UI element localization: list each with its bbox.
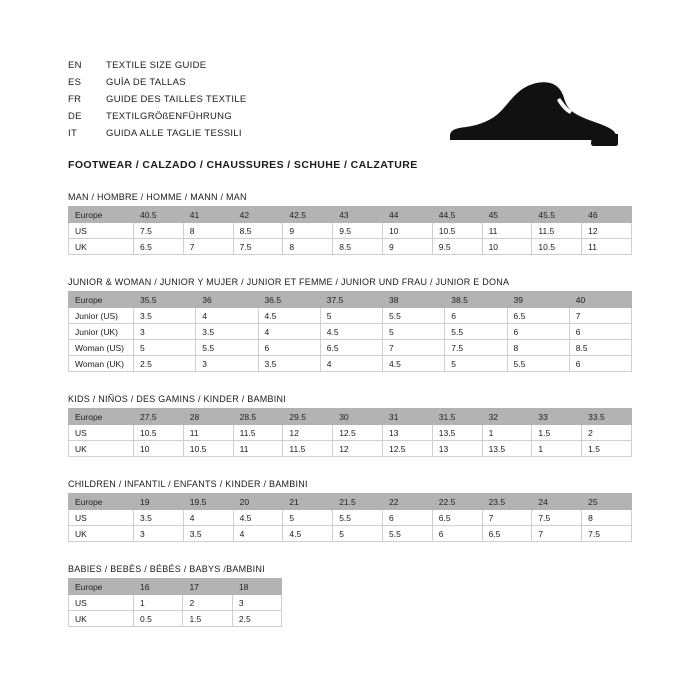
size-row-label: Europe <box>69 409 134 425</box>
size-cell: 38.5 <box>445 292 507 308</box>
size-cell: 3 <box>232 595 281 611</box>
size-row-label: Woman (UK) <box>69 356 134 372</box>
size-cell: 1.5 <box>183 611 232 627</box>
size-cell: 8 <box>283 239 333 255</box>
size-table-row <box>69 324 632 340</box>
size-cell: 46 <box>582 207 632 223</box>
size-cell: 6 <box>432 526 482 542</box>
size-cell: 5.5 <box>333 510 383 526</box>
size-cell: 1 <box>482 425 532 441</box>
size-cell: 1 <box>532 441 582 457</box>
size-cell: 4 <box>183 510 233 526</box>
size-cell: 10 <box>134 441 184 457</box>
language-title: GUIDE DES TAILLES TEXTILE <box>106 94 247 105</box>
size-cell: 27.5 <box>134 409 184 425</box>
size-cell: 2 <box>183 595 232 611</box>
size-cell: 21.5 <box>333 494 383 510</box>
size-cell: 25 <box>582 494 632 510</box>
size-cell: 3 <box>196 356 258 372</box>
size-table <box>68 578 282 627</box>
size-cell: 44.5 <box>432 207 482 223</box>
size-cell: 10.5 <box>532 239 582 255</box>
size-cell: 10 <box>482 239 532 255</box>
size-cell: 6 <box>569 356 631 372</box>
size-cell: 8 <box>507 340 569 356</box>
size-cell: 45 <box>482 207 532 223</box>
size-table <box>68 408 632 457</box>
size-cell: 3.5 <box>258 356 320 372</box>
language-code: IT <box>68 128 78 139</box>
size-cell: 12 <box>283 425 333 441</box>
size-cell: 7.5 <box>134 223 184 239</box>
size-table-title: JUNIOR & WOMAN / JUNIOR Y MUJER / JUNIOR ET FEMME / JUNIOR UND FRAU / JUNIOR E DONA <box>68 277 510 287</box>
size-cell: 3 <box>134 324 196 340</box>
size-table-header-row <box>69 207 632 223</box>
size-cell: 0.5 <box>134 611 183 627</box>
size-cell: 8 <box>582 510 632 526</box>
size-cell: 7 <box>183 239 233 255</box>
size-cell: 5.5 <box>383 308 445 324</box>
size-cell: 22.5 <box>432 494 482 510</box>
size-table-title: CHILDREN / INFANTIL / ENFANTS / KINDER / BAMBINI <box>68 479 308 489</box>
size-row-label: Europe <box>69 292 134 308</box>
size-table-block <box>68 277 632 372</box>
size-cell: 37.5 <box>320 292 382 308</box>
size-row-label: UK <box>69 611 134 627</box>
size-cell: 22 <box>382 494 432 510</box>
size-cell: 8 <box>183 223 233 239</box>
size-row-label: UK <box>69 441 134 457</box>
size-cell: 13.5 <box>482 441 532 457</box>
size-table-row <box>69 425 632 441</box>
size-table-header-row <box>69 292 632 308</box>
size-cell: 28 <box>183 409 233 425</box>
size-cell: 4 <box>233 526 283 542</box>
size-cell: 2 <box>582 425 632 441</box>
size-cell: 9.5 <box>432 239 482 255</box>
size-table-title: MAN / HOMBRE / HOMME / MANN / MAN <box>68 192 247 202</box>
size-cell: 42 <box>233 207 283 223</box>
size-table-row <box>69 308 632 324</box>
size-cell: 8.5 <box>233 223 283 239</box>
size-cell: 3.5 <box>134 510 184 526</box>
size-table-row <box>69 223 632 239</box>
size-cell: 4 <box>320 356 382 372</box>
dress-shoe-icon <box>442 74 622 154</box>
size-cell: 1 <box>134 595 183 611</box>
size-cell: 38 <box>383 292 445 308</box>
size-cell: 10 <box>382 223 432 239</box>
size-table-header-row <box>69 494 632 510</box>
size-cell: 32 <box>482 409 532 425</box>
size-cell: 10.5 <box>134 425 184 441</box>
size-table <box>68 291 632 372</box>
size-row-label: US <box>69 510 134 526</box>
size-cell: 5 <box>283 510 333 526</box>
size-cell: 7 <box>532 526 582 542</box>
size-table-row <box>69 526 632 542</box>
size-cell: 11.5 <box>283 441 333 457</box>
size-cell: 7 <box>383 340 445 356</box>
size-row-label: Europe <box>69 207 134 223</box>
size-table-block <box>68 394 632 457</box>
size-cell: 7.5 <box>445 340 507 356</box>
size-cell: 16 <box>134 579 183 595</box>
size-cell: 13 <box>382 425 432 441</box>
size-tables <box>68 192 632 627</box>
size-cell: 45.5 <box>532 207 582 223</box>
size-cell: 23.5 <box>482 494 532 510</box>
language-title: TEXTILE SIZE GUIDE <box>106 60 207 71</box>
size-cell: 11 <box>233 441 283 457</box>
language-code: ES <box>68 77 82 88</box>
size-row-label: US <box>69 595 134 611</box>
size-cell: 28.5 <box>233 409 283 425</box>
size-cell: 12 <box>333 441 383 457</box>
size-cell: 6 <box>569 324 631 340</box>
size-cell: 9 <box>283 223 333 239</box>
size-cell: 36.5 <box>258 292 320 308</box>
size-cell: 8.5 <box>333 239 383 255</box>
size-cell: 6.5 <box>507 308 569 324</box>
language-title: TEXTILGRÖßENFÜHRUNG <box>106 111 233 122</box>
size-row-label: UK <box>69 526 134 542</box>
language-code: DE <box>68 111 82 122</box>
size-table-title: BABIES / BEBÉS / BÉBÉS / BABYS /BAMBINI <box>68 564 265 574</box>
size-cell: 5 <box>445 356 507 372</box>
size-cell: 6.5 <box>320 340 382 356</box>
size-cell: 30 <box>333 409 383 425</box>
size-cell: 35.5 <box>134 292 196 308</box>
size-cell: 8.5 <box>569 340 631 356</box>
size-cell: 6.5 <box>134 239 184 255</box>
size-cell: 31 <box>382 409 432 425</box>
size-cell: 3.5 <box>134 308 196 324</box>
size-cell: 20 <box>233 494 283 510</box>
size-row-label: US <box>69 425 134 441</box>
size-cell: 19 <box>134 494 184 510</box>
size-cell: 9.5 <box>333 223 383 239</box>
size-table-row <box>69 441 632 457</box>
size-cell: 4.5 <box>258 308 320 324</box>
size-cell: 7.5 <box>532 510 582 526</box>
size-cell: 43 <box>333 207 383 223</box>
size-cell: 42.5 <box>283 207 333 223</box>
size-row-label: Woman (US) <box>69 340 134 356</box>
size-cell: 7.5 <box>582 526 632 542</box>
size-cell: 21 <box>283 494 333 510</box>
size-table-header-row <box>69 579 282 595</box>
size-cell: 39 <box>507 292 569 308</box>
size-cell: 4 <box>196 308 258 324</box>
size-cell: 1.5 <box>582 441 632 457</box>
size-cell: 5.5 <box>196 340 258 356</box>
size-row-label: Europe <box>69 494 134 510</box>
size-cell: 4.5 <box>283 526 333 542</box>
size-cell: 5.5 <box>382 526 432 542</box>
size-cell: 5 <box>134 340 196 356</box>
language-title: GUÍA DE TALLAS <box>106 77 186 88</box>
size-cell: 4.5 <box>383 356 445 372</box>
size-cell: 5 <box>383 324 445 340</box>
size-cell: 17 <box>183 579 232 595</box>
size-table-block <box>68 192 632 255</box>
size-cell: 10.5 <box>432 223 482 239</box>
size-cell: 5 <box>320 308 382 324</box>
size-table-block <box>68 479 632 542</box>
size-cell: 4.5 <box>320 324 382 340</box>
size-cell: 19.5 <box>183 494 233 510</box>
size-table-title: KIDS / NIÑOS / DES GAMINS / KINDER / BAMBINI <box>68 394 287 404</box>
size-cell: 9 <box>382 239 432 255</box>
size-cell: 44 <box>382 207 432 223</box>
size-cell: 11 <box>482 223 532 239</box>
size-cell: 6 <box>382 510 432 526</box>
size-table-block <box>68 564 632 627</box>
size-cell: 7 <box>482 510 532 526</box>
size-cell: 13 <box>432 441 482 457</box>
size-cell: 12.5 <box>382 441 432 457</box>
size-table-header-row <box>69 409 632 425</box>
size-cell: 24 <box>532 494 582 510</box>
size-cell: 36 <box>196 292 258 308</box>
size-cell: 7.5 <box>233 239 283 255</box>
size-table-row <box>69 340 632 356</box>
size-cell: 33 <box>532 409 582 425</box>
size-row-label: Europe <box>69 579 134 595</box>
size-table-row <box>69 510 632 526</box>
size-cell: 6 <box>258 340 320 356</box>
size-table-row <box>69 356 632 372</box>
size-cell: 3.5 <box>183 526 233 542</box>
size-row-label: US <box>69 223 134 239</box>
language-title: GUIDA ALLE TAGLIE TESSILI <box>106 128 242 139</box>
size-cell: 2.5 <box>232 611 281 627</box>
size-cell: 6.5 <box>482 526 532 542</box>
size-cell: 7 <box>569 308 631 324</box>
size-cell: 6 <box>507 324 569 340</box>
size-cell: 11.5 <box>532 223 582 239</box>
size-cell: 40 <box>569 292 631 308</box>
size-cell: 31.5 <box>432 409 482 425</box>
size-row-label: Junior (UK) <box>69 324 134 340</box>
size-cell: 40.5 <box>134 207 184 223</box>
size-cell: 10.5 <box>183 441 233 457</box>
size-cell: 6.5 <box>432 510 482 526</box>
size-cell: 18 <box>232 579 281 595</box>
size-cell: 5 <box>333 526 383 542</box>
size-cell: 12.5 <box>333 425 383 441</box>
size-cell: 2.5 <box>134 356 196 372</box>
document-header <box>68 60 632 170</box>
language-code: EN <box>68 60 82 71</box>
size-cell: 29.5 <box>283 409 333 425</box>
size-cell: 6 <box>445 308 507 324</box>
size-table-row <box>69 239 632 255</box>
size-cell: 1.5 <box>532 425 582 441</box>
size-cell: 33.5 <box>582 409 632 425</box>
size-cell: 5.5 <box>507 356 569 372</box>
size-cell: 11.5 <box>233 425 283 441</box>
size-row-label: Junior (US) <box>69 308 134 324</box>
size-cell: 11 <box>582 239 632 255</box>
size-cell: 13.5 <box>432 425 482 441</box>
size-table-row <box>69 611 282 627</box>
size-cell: 12 <box>582 223 632 239</box>
size-table <box>68 493 632 542</box>
size-cell: 4.5 <box>233 510 283 526</box>
size-cell: 41 <box>183 207 233 223</box>
size-cell: 11 <box>183 425 233 441</box>
size-cell: 4 <box>258 324 320 340</box>
page-title: FOOTWEAR / CALZADO / CHAUSSURES / SCHUHE / CALZATURE <box>68 159 418 171</box>
language-code: FR <box>68 94 82 105</box>
size-cell: 5.5 <box>445 324 507 340</box>
size-cell: 3 <box>134 526 184 542</box>
size-table <box>68 206 632 255</box>
size-cell: 3.5 <box>196 324 258 340</box>
size-row-label: UK <box>69 239 134 255</box>
size-table-row <box>69 595 282 611</box>
